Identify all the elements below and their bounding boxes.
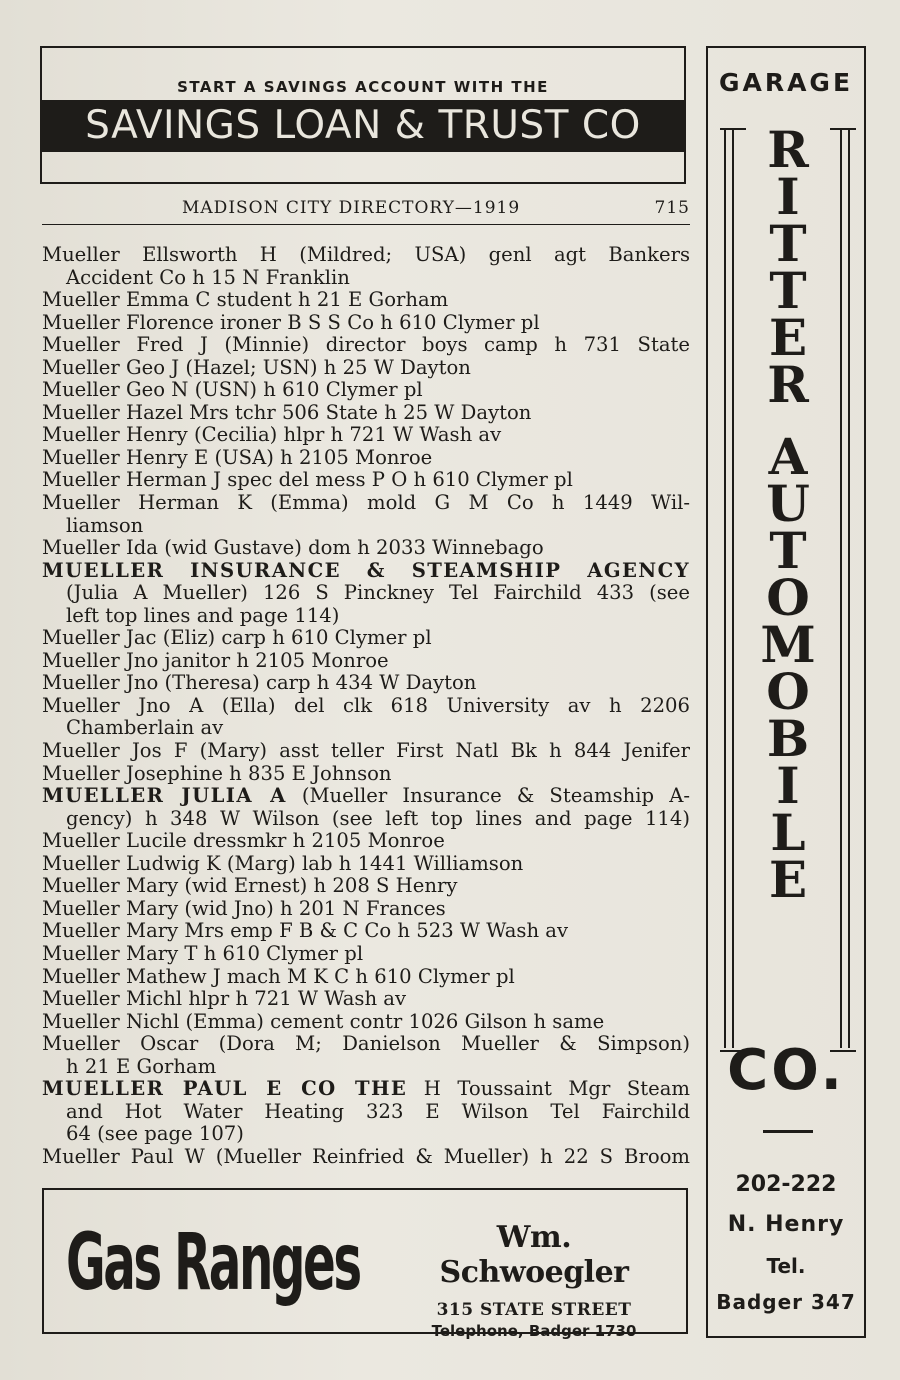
listing-line: Mueller Oscar (Dora M; Danielson Mueller & Simpson): [42, 1033, 690, 1056]
dealer-name: Wm. Schwoegler: [439, 1220, 629, 1290]
divider: [763, 1130, 813, 1133]
listing-line: Mueller Henry (Cecilia) hlpr h 721 W Wash av: [42, 424, 502, 447]
listing-line: Mueller Mary (wid Jno) h 201 N Frances: [42, 897, 446, 920]
listing-line: Mueller Florence ironer B S S Co h 610 Clymer pl: [42, 311, 540, 334]
directory-title: MADISON CITY DIRECTORY—1919: [182, 198, 521, 218]
listing-line: Mueller Hazel Mrs tchr 506 State h 25 W Dayton: [42, 401, 532, 424]
letter: O: [766, 662, 810, 721]
letter: U: [766, 474, 810, 533]
vertical-rule: [848, 130, 850, 1048]
running-header: [42, 198, 690, 225]
listing-line: gency) h 348 W Wilson (see left top lines and page 114): [66, 807, 690, 830]
directory-listing: [42, 244, 690, 1168]
listing-line: Mueller Herman K (Emma) mold G M Co h 1449 Wil-: [42, 492, 690, 515]
listing-line: Chamberlain av: [66, 717, 224, 740]
listing-line: Mueller Josephine h 835 E Johnson: [42, 762, 392, 785]
gas-ranges-advertisement: [42, 1188, 688, 1340]
listing-line: Mueller Emma C student h 21 E Gorham: [42, 289, 449, 312]
garage-tel-number: Badger 347: [716, 1290, 856, 1314]
listing-line: (Julia A Mueller) 126 S Pinckney Tel Fairchild 433 (see: [66, 582, 690, 605]
listing-line-bold: [42, 560, 690, 583]
listing-line: Mueller Mathew J mach M K C h 610 Clymer pl: [42, 965, 515, 988]
savings-bank-advertisement: [40, 46, 686, 184]
vertical-rule: [732, 130, 734, 1048]
letter: I: [776, 167, 800, 226]
dealer-address: 315 STATE STREET: [436, 1300, 632, 1320]
bank-name-banner: SAVINGS LOAN & TRUST CO: [42, 100, 684, 152]
listing-line: Mueller Fred J (Minnie) director boys camp h 731 State: [42, 334, 690, 357]
page-number: 715: [654, 198, 690, 218]
dealer-telephone: Telephone, Badger 1730: [431, 1322, 637, 1340]
letter: R: [767, 355, 809, 414]
listing-line: and Hot Water Heating 323 E Wilson Tel Fairchild: [66, 1100, 690, 1123]
listing-line: Mueller Ida (wid Gustave) dom h 2033 Winnebago: [42, 537, 544, 560]
listing-line: Mueller Paul W (Mueller Reinfried & Mueller) h 22 S Broom: [42, 1145, 690, 1168]
letter: T: [769, 521, 807, 580]
letter: R: [767, 120, 809, 179]
listing-line: Mueller Michl hlpr h 721 W Wash av: [42, 988, 407, 1011]
listing-line: Mueller Herman J spec del mess P O h 610 Clymer pl: [42, 469, 573, 492]
garage-street: N. Henry: [727, 1212, 845, 1237]
vertical-rule: [724, 130, 726, 1048]
listing-line: Mueller Nichl (Emma) cement contr 1026 Gilson h same: [42, 1010, 605, 1033]
listing-line: left top lines and page 114): [66, 604, 340, 627]
vertical-rule: [840, 130, 842, 1048]
letter: T: [769, 261, 807, 320]
letter: E: [768, 850, 808, 909]
letter: L: [770, 803, 806, 862]
ritter-garage-advertisement: [706, 46, 866, 1338]
garage-heading: GARAGE: [718, 68, 854, 97]
letter: M: [760, 615, 816, 674]
julia-mueller-heading: MUELLER JULIA A: [42, 785, 287, 808]
paul-mueller-company-heading: MUELLER PAUL E CO THE: [42, 1078, 408, 1101]
listing-line-bold: [42, 1078, 690, 1101]
listing-line: Accident Co h 15 N Franklin: [66, 266, 350, 289]
garage-tel-label: Tel.: [766, 1254, 806, 1278]
listing-text: (Mueller Insurance & Steamship A-: [301, 785, 690, 808]
insurance-agency-heading: MUELLER INSURANCE & STEAMSHIP AGENCY: [42, 559, 690, 582]
ritter-automobile-vertical-text: [738, 120, 838, 909]
listing-line: liamson: [66, 514, 144, 537]
listing-line: Mueller Mary T h 610 Clymer pl: [42, 942, 364, 965]
listing-line: Mueller Ludwig K (Marg) lab h 1441 Williamson: [42, 852, 524, 875]
listing-line: Mueller Geo J (Hazel; USN) h 25 W Dayton: [42, 356, 471, 379]
company-suffix: CO.: [727, 1038, 845, 1103]
listing-line: Mueller Geo N (USN) h 610 Clymer pl: [42, 379, 423, 402]
ad-tagline: START A SAVINGS ACCOUNT WITH THE: [177, 78, 549, 96]
letter: B: [766, 709, 810, 768]
letter: E: [768, 308, 808, 367]
dealer-block: [404, 1220, 664, 1340]
gas-ranges-headline: Gas Ranges: [66, 1218, 360, 1308]
listing-line-bold: [42, 785, 690, 808]
listing-line: Mueller Mary (wid Ernest) h 208 S Henry: [42, 875, 458, 898]
listing-line: Mueller Jno A (Ella) del clk 618 University av h 2206: [42, 694, 690, 717]
listing-line: Mueller Jos F (Mary) asst teller First Natl Bk h 844 Jenifer: [42, 740, 690, 763]
listing-line: Mueller Mary Mrs emp F B & C Co h 523 W Wash av: [42, 920, 569, 943]
letter: I: [776, 756, 800, 815]
listing-line: Mueller Jac (Eliz) carp h 610 Clymer pl: [42, 627, 432, 650]
listing-line: Mueller Jno janitor h 2105 Monroe: [42, 649, 389, 672]
listing-line: Mueller Henry E (USA) h 2105 Monroe: [42, 446, 433, 469]
listing-line: Mueller Lucile dressmkr h 2105 Monroe: [42, 830, 445, 853]
listing-line: Mueller Jno (Theresa) carp h 434 W Dayton: [42, 672, 477, 695]
letter: T: [769, 214, 807, 273]
letter: A: [768, 427, 808, 486]
listing-line: 64 (see page 107): [66, 1123, 244, 1146]
listing-text: H Toussaint Mgr Steam: [423, 1078, 690, 1101]
letter: O: [766, 568, 810, 627]
garage-address-number: 202-222: [735, 1172, 837, 1197]
listing-line: Mueller Ellsworth H (Mildred; USA) genl agt Bankers: [42, 244, 690, 266]
listing-line: h 21 E Gorham: [66, 1055, 217, 1078]
